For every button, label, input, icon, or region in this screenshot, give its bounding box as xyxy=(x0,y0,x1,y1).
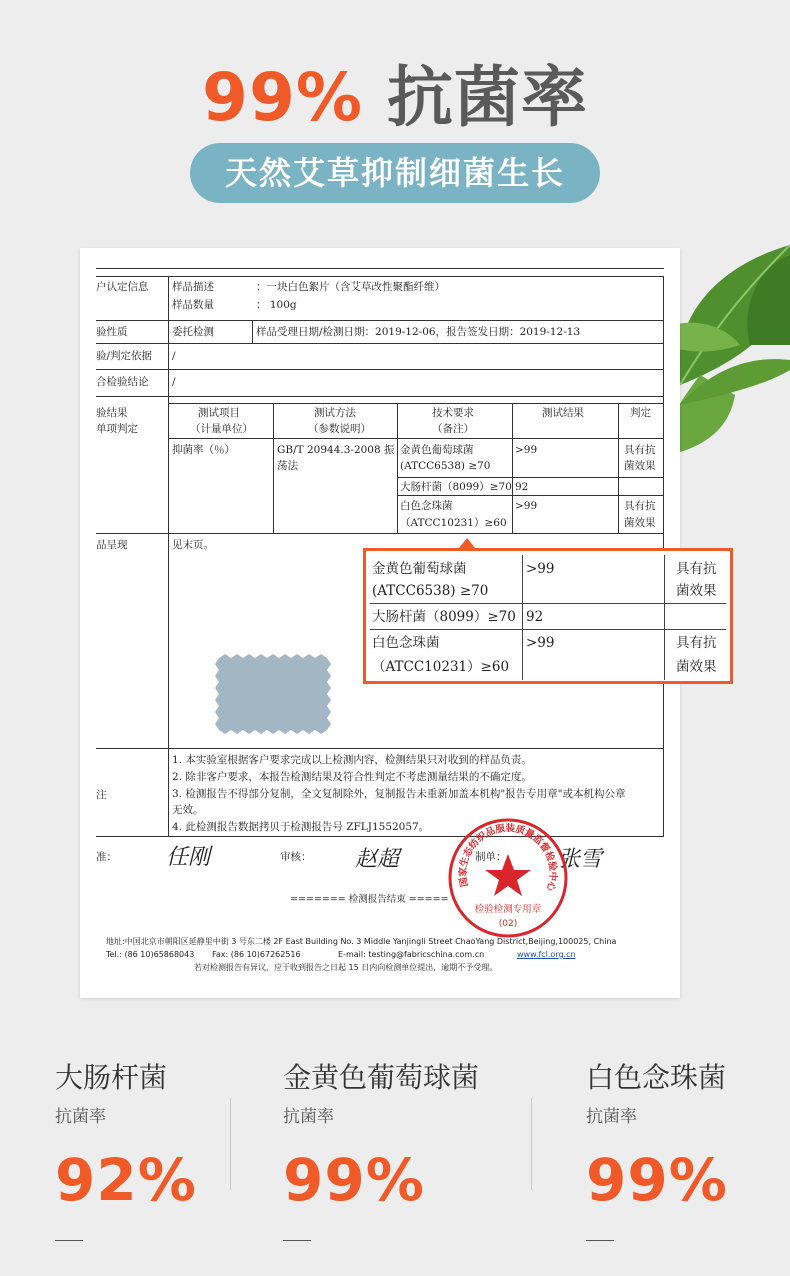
approve-signature: 任刚 xyxy=(166,845,211,870)
judge-row3: 具有抗 xyxy=(624,500,656,512)
zoom-req-row1-2: (ATCC6538) ≥70 xyxy=(372,583,489,599)
basis-label: 验/判定依据 xyxy=(96,350,153,362)
stat-value: 99% xyxy=(586,1146,728,1214)
hero-title xyxy=(0,58,790,138)
footer-email[interactable]: E-mail: testing@fabricschina.com.cn xyxy=(338,950,485,959)
note-3: 3. 检测报告不得部分复制，全文复制除外，复制报告未重新加盖本机构"报告专用章"或本机构公章 xyxy=(172,788,626,800)
zoom-req-row2: 大肠杆菌（8099）≥70 xyxy=(372,609,516,625)
footer-address: 地址:中国北京市朝阳区延静里中街 3 号东二楼 2F East Building No. 3 Middle Yanjingli Street ChaoYang District,Beijing,100025, China xyxy=(106,937,617,946)
dates-value: 样品受理日期/检测日期：2019-12-06，报告签发日期：2019-12-13 xyxy=(256,326,581,338)
review-label: 审核： xyxy=(280,851,312,863)
leaf-decoration-icon xyxy=(680,350,790,410)
test-nature-value: 委托检测 xyxy=(172,326,214,338)
sample-desc-value: ：一块白色絮片（含艾草改性聚酯纤维） xyxy=(256,281,445,293)
test-nature-label: 验性质 xyxy=(96,326,128,338)
stat-underline xyxy=(55,1240,83,1241)
req-row3: 白色念珠菌 xyxy=(400,500,453,512)
note-4: 4. 此检测报告数据拷贝于检测报告号 ZFLJ1552057。 xyxy=(172,821,430,833)
sample-view-label: 品呈现 xyxy=(96,539,128,551)
method-value-2: 荡法 xyxy=(277,460,298,472)
footer-website-link[interactable]: www.fcl.org.cn xyxy=(517,950,576,959)
req-row1: 金黄色葡萄球菌 xyxy=(400,444,474,456)
official-stamp-icon xyxy=(446,816,570,940)
header-judgement: 判定 xyxy=(630,407,651,419)
header-method: 测试方法 xyxy=(314,407,356,419)
sample-view-value: 见末页。 xyxy=(172,539,214,551)
header-method-param: （参数说明） xyxy=(308,423,371,435)
review-signature: 赵超 xyxy=(355,847,400,872)
judge-row3-2: 菌效果 xyxy=(624,517,656,529)
req-row1-2: (ATCC6538) ≥70 xyxy=(400,460,491,472)
zoom-result-row1: >99 xyxy=(526,561,555,577)
results-label-2: 单项判定 xyxy=(96,423,138,435)
method-value: GB/T 20944.3-2008 振 xyxy=(277,444,395,456)
stat-divider xyxy=(230,1098,231,1190)
svg-text:国家生态纺织品服装质量监督检验中心: 国家生态纺织品服装质量监督检验中心 xyxy=(457,823,559,893)
zoom-judge-row1: 具有抗 xyxy=(676,561,717,577)
fabric-swatch-image xyxy=(215,654,331,734)
note-2: 2. 除非客户要求，本报告检测结果及符合性判定不考虑测量结果的不确定度。 xyxy=(172,771,532,783)
notes-label: 注 xyxy=(96,789,107,801)
zoom-req-row3: 白色念珠菌 xyxy=(372,635,440,651)
judge-row1: 具有抗 xyxy=(624,444,656,456)
report-end-line: ======= 检测报告结束 ===== xyxy=(290,894,449,905)
stat-name: 白色念珠菌 xyxy=(586,1061,727,1094)
note-3-cont: 无效。 xyxy=(172,804,204,816)
stat-underline xyxy=(283,1240,311,1241)
make-label: 制单： xyxy=(475,851,507,863)
sample-desc-label: 样品描述 xyxy=(172,281,214,293)
header-requirement: 技术要求 xyxy=(432,407,474,419)
stat-name: 金黄色葡萄球菌 xyxy=(283,1061,480,1094)
hero-percent: 99% xyxy=(202,59,363,136)
footer-fax: Fax: (86 10)67262516 xyxy=(212,950,301,959)
callout-arrow-icon xyxy=(459,538,475,548)
sample-qty-label: 样品数量 xyxy=(172,299,214,311)
footer-objection: 若对检测报告有异议，应于收到报告之日起 15 日内向检测单位提出，逾期不予受理。 xyxy=(194,963,498,972)
results-label: 验结果 xyxy=(96,407,128,419)
zoomed-results-callout xyxy=(363,548,733,684)
svg-text:(02): (02) xyxy=(498,919,518,929)
zoom-req-row1: 金黄色葡萄球菌 xyxy=(372,561,467,577)
conclusion-label: 合检验结论 xyxy=(96,376,149,388)
zoom-judge-row1-2: 菌效果 xyxy=(676,583,717,599)
header-item-unit: （计量单位） xyxy=(190,423,253,435)
subtitle-pill: 天然艾草抑制细菌生长 xyxy=(190,143,600,203)
result-row2: 92 xyxy=(515,481,529,493)
client-info-label: 户认定信息 xyxy=(96,281,149,293)
footer-tel: Tel.: (86 10)65868043 xyxy=(106,950,195,959)
sample-qty-value: ： 100g xyxy=(256,299,297,311)
stat-candida xyxy=(586,1060,728,1241)
basis-value: / xyxy=(172,350,176,362)
stat-ecoli xyxy=(55,1060,197,1241)
result-row1: >99 xyxy=(515,444,538,456)
zoom-result-row3: >99 xyxy=(526,635,555,651)
conclusion-value: / xyxy=(172,376,176,388)
item-value: 抑菌率（％） xyxy=(172,444,235,456)
make-signature: 张雪 xyxy=(558,847,603,872)
stat-divider xyxy=(531,1098,532,1190)
judge-row1-2: 菌效果 xyxy=(624,460,656,472)
stat-staph xyxy=(283,1060,479,1241)
stat-value: 99% xyxy=(283,1146,425,1214)
header-remark: （备注） xyxy=(432,423,474,435)
result-row3: >99 xyxy=(515,500,538,512)
approve-label: 准： xyxy=(96,851,117,863)
stat-value: 92% xyxy=(55,1146,197,1214)
stat-label: 抗菌率 xyxy=(55,1107,106,1127)
stat-name: 大肠杆菌 xyxy=(55,1061,168,1094)
stat-underline xyxy=(586,1240,614,1241)
header-result: 测试结果 xyxy=(542,407,584,419)
req-row3-2: （ATCC10231）≥60 xyxy=(400,517,507,529)
hero-title-text: 抗菌率 xyxy=(363,59,588,136)
svg-text:检验检测专用章: 检验检测专用章 xyxy=(474,904,542,915)
header-item: 测试项目 xyxy=(198,407,240,419)
note-1: 1. 本实验室根据客户要求完成以上检测内容，检测结果只对收到的样品负责。 xyxy=(172,754,532,766)
zoom-judge-row3: 具有抗 xyxy=(676,635,717,651)
stat-label: 抗菌率 xyxy=(283,1107,334,1127)
zoom-judge-row3-2: 菌效果 xyxy=(676,659,717,675)
stat-label: 抗菌率 xyxy=(586,1107,637,1127)
zoom-req-row3-2: （ATCC10231）≥60 xyxy=(372,659,510,675)
req-row2: 大肠杆菌（8099）≥70 xyxy=(400,481,512,493)
zoom-result-row2: 92 xyxy=(526,609,544,625)
